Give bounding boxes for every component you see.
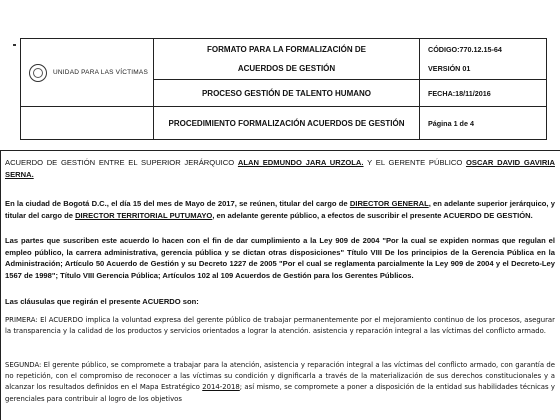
seal-icon: [29, 64, 47, 82]
scan-mark: [13, 44, 16, 46]
procedure-title: PROCEDIMIENTO FORMALIZACIÓN ACUERDOS DE GESTIÓN: [154, 107, 420, 140]
page-number: Página 1 de 4: [428, 118, 474, 128]
format-title: [154, 39, 420, 80]
date-cell: [420, 80, 547, 107]
document-body: [0, 150, 560, 420]
agreement-heading: [5, 157, 555, 180]
logo: [21, 64, 153, 82]
document-header: [20, 38, 547, 140]
document-code: CÓDIGO:770.12.15-64: [428, 45, 502, 54]
meeting-text-2: , en adelante superior jerárquico, y titular del cargo de: [5, 199, 555, 220]
heading-text: ACUERDO DE GESTIÓN ENTRE EL SUPERIOR JERÁRQUICO: [5, 158, 235, 167]
clauses-intro: Las cláusulas que regirán el presente ACUERDO son:: [5, 297, 199, 306]
logo-text: UNIDAD PARA LAS VÍCTIMAS: [53, 69, 148, 76]
clause-first: PRIMERA: El ACUERDO implica la voluntad expresa del gerente público de trabajar permanentemente por el mejoramiento continuo de los procesos, asegurar la transparencia y la calidad de los productos y servicios orientados a lograr la atención. asistencia y reparación integral a las víctimas del conflicto armado.: [5, 316, 555, 336]
clause-second: [5, 360, 555, 405]
meeting-text-3: , en adelante gerente público, a efectos de suscribir el presente ACUERDO DE GESTIÓN.: [212, 210, 533, 220]
page-cell: [420, 107, 547, 140]
document-version: VERSIÓN 01: [428, 64, 471, 73]
clause-second-text-2: ; así mismo, se compromete a poner a disposición de la entidad sus habilidades técnicas y gerenciales para contribuir al logro de los objetivos: [5, 383, 556, 403]
role-director-territorial: DIRECTOR TERRITORIAL PUTUMAYO: [75, 210, 213, 220]
meeting-paragraph: [5, 198, 555, 221]
logo-cell: [21, 39, 154, 107]
logo-cell-bottom: [21, 107, 154, 140]
strategic-plan-period: 2014-2018: [202, 383, 240, 392]
legal-basis-paragraph: Las partes que suscriben este acuerdo lo hacen con el fin de dar cumplimiento a la Ley 909 de 2004 "Por la cual se expiden normas que regulan el empleo público, la carrera administrativa, gerencia pública y se dictan otras disposiciones" Título VIII De los principios de la Gerencia Pública en la Administración; Artículo 50 Acuerdo de Gestión y su Decreto 1227 de 2005 "Por el cual se reglamenta parcialmente la Ley 909 de 2004 y el Decreto-Ley 1567 de 1998"; Título VIII Gerencia Pública; Artículos 102 al 109 Acuerdos de Gestión para los Gerentes Públicos.: [5, 236, 555, 280]
superior-name: ALAN EDMUNDO JARA URZOLA.: [237, 158, 364, 167]
manager-name: OSCAR DAVID GAVIRIA SERNA.: [5, 158, 555, 179]
process-title: PROCESO GESTIÓN DE TALENTO HUMANO: [154, 80, 420, 107]
code-cell: [420, 39, 547, 80]
document-date: FECHA:18/11/2016: [428, 88, 491, 98]
title-line-2: ACUERDOS DE GESTIÓN: [237, 64, 336, 73]
role-director-general: DIRECTOR GENERAL: [349, 199, 429, 208]
meeting-text: En la ciudad de Bogotá D.C., el día 15 del mes de Mayo de 2017, se reúnen, titular del cargo de: [5, 199, 348, 208]
heading-text-2: Y EL GERENTE PÚBLICO: [367, 158, 463, 167]
title-line-1: FORMATO PARA LA FORMALIZACIÓN DE: [207, 45, 366, 54]
clause-second-text: SEGUNDA: El gerente público, se compromete a trabajar para la atención, asistencia y reparación integral a las víctimas del conflicto armado, con garantía de no repetición, con el compromiso de reconocer a las víctimas su condición y dignificarla a través de la materialización de sus derechos constitucionales y a alcanzar los resultados definidos en el Mapa Estratégico: [5, 361, 555, 392]
